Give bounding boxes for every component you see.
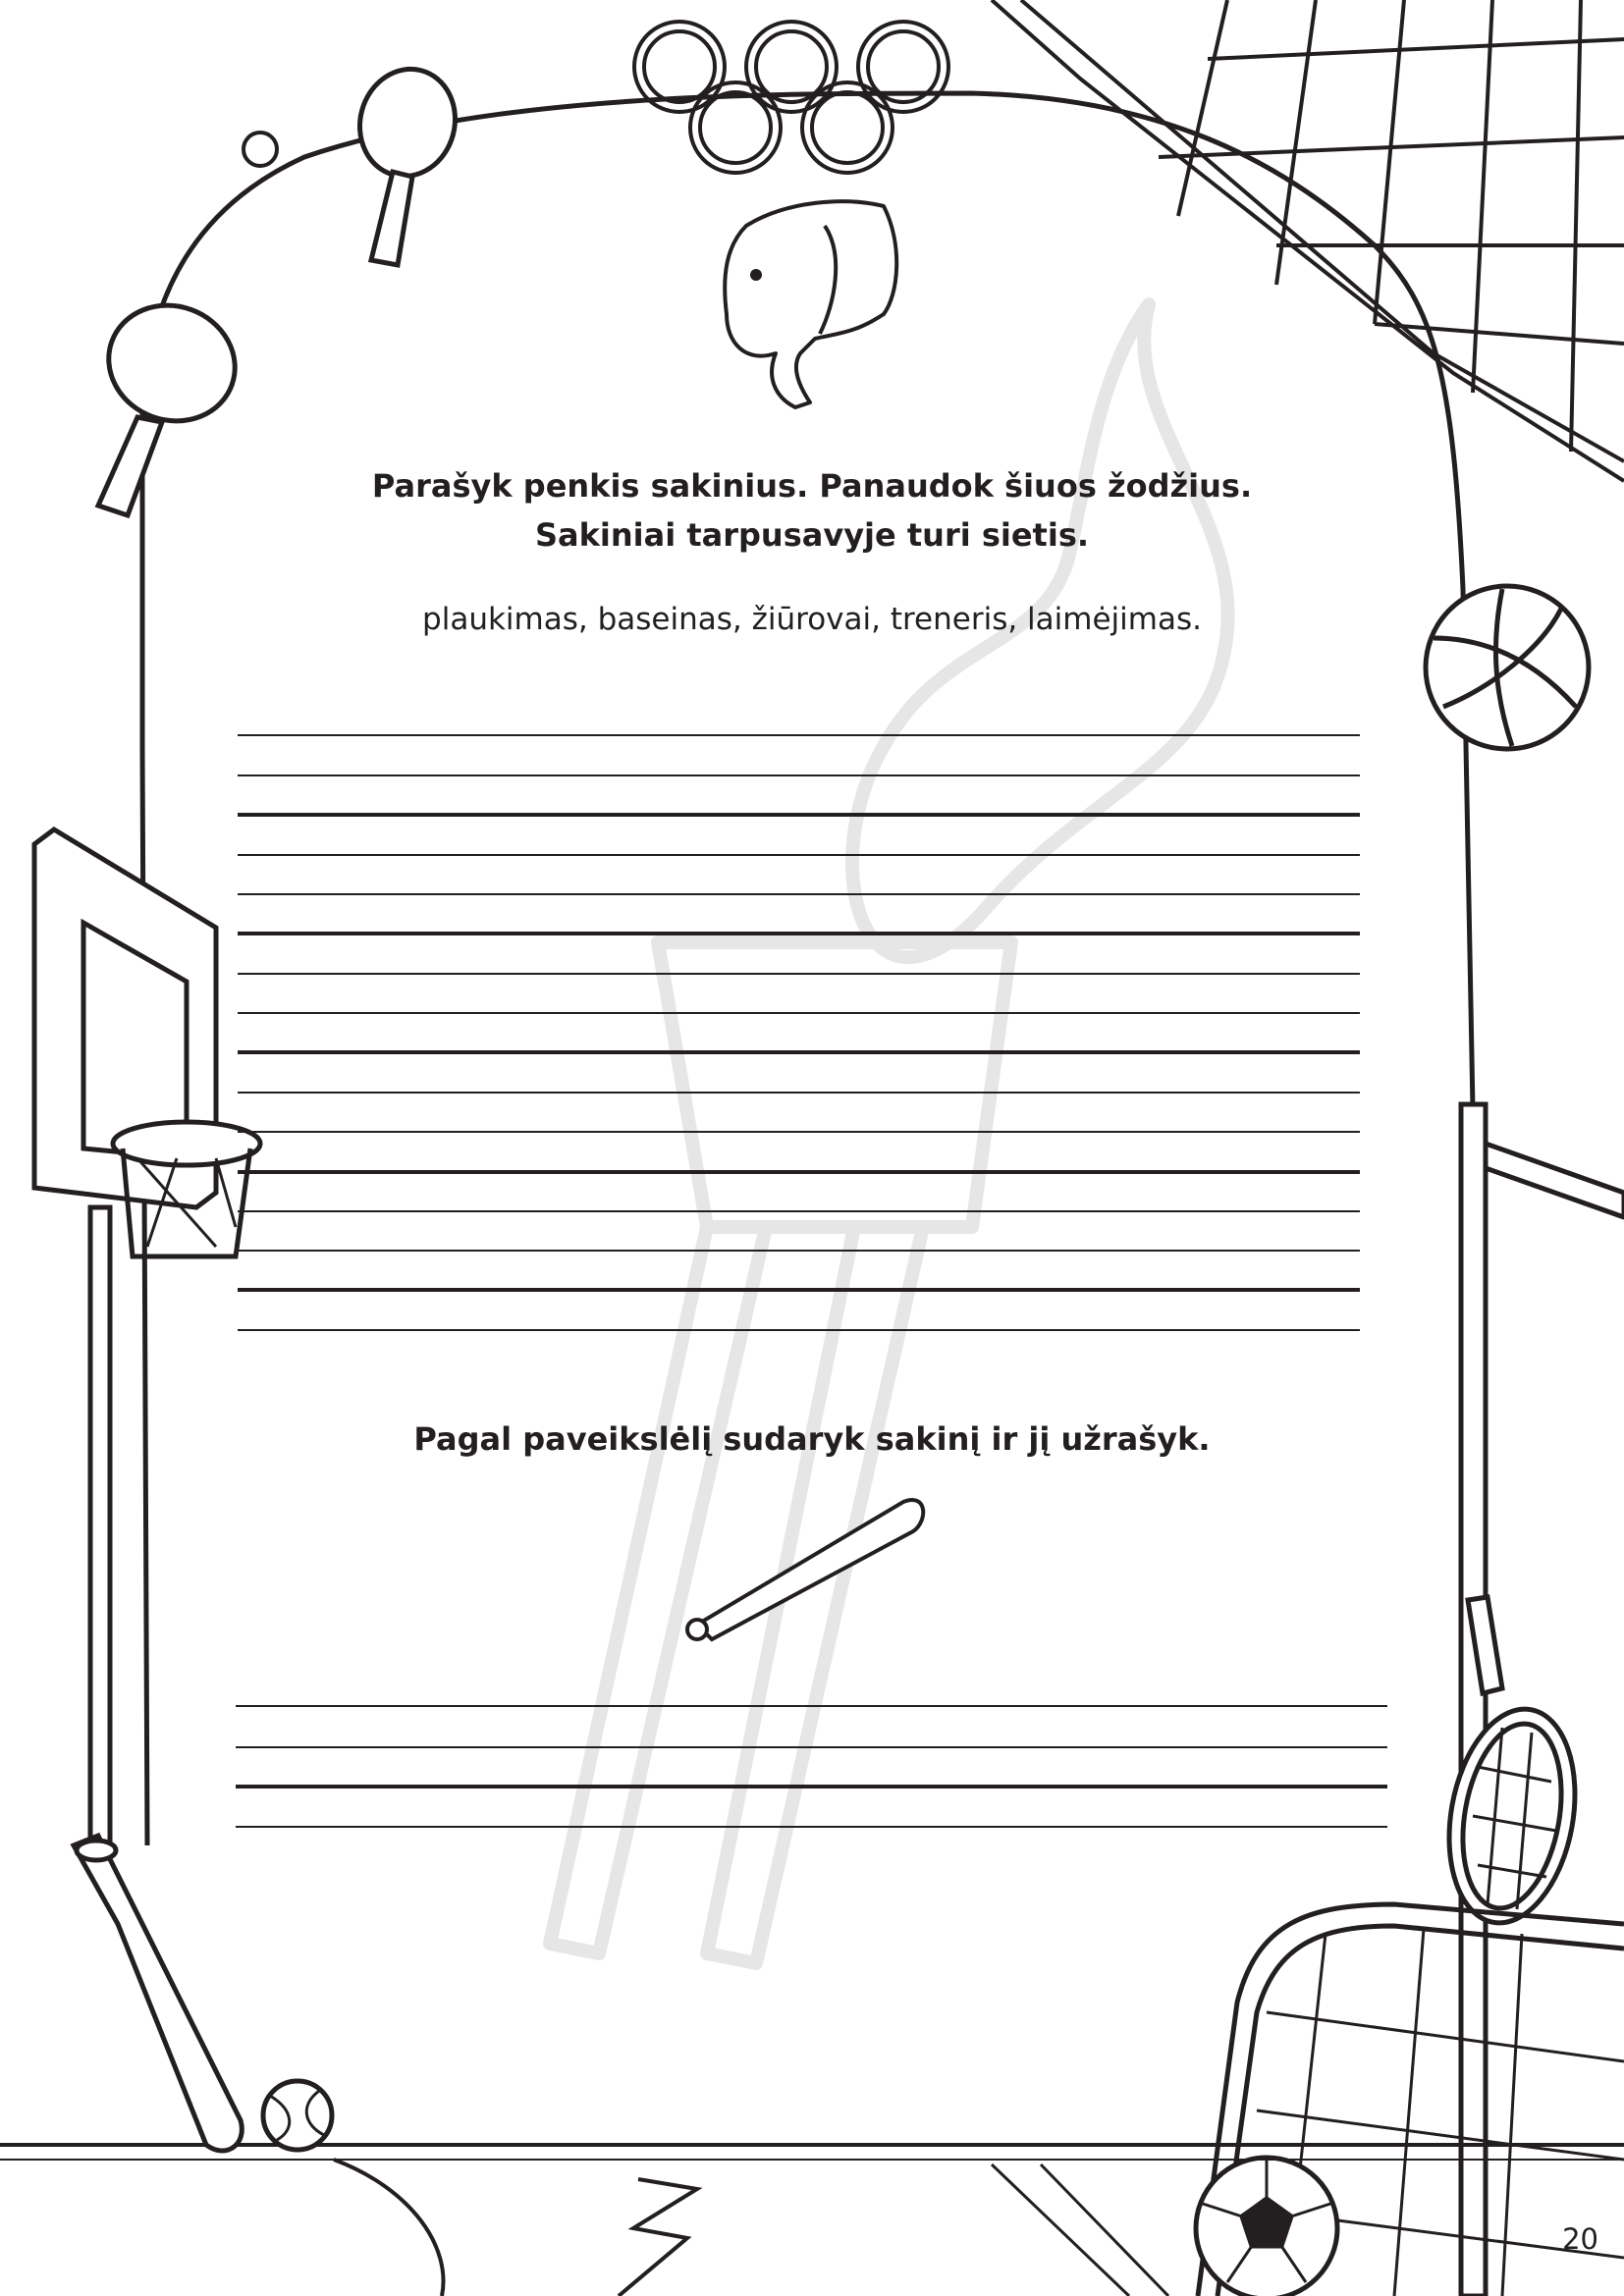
baseball-bat-icon (74, 1836, 242, 2151)
task2-instructions: Pagal paveikslėlį sudaryk sakinį ir jį užrašyk. (413, 1420, 1211, 1458)
writing-line (236, 1826, 1387, 1828)
writing-line (238, 734, 1360, 736)
soccer-ball-icon (1196, 2158, 1337, 2296)
writing-line (238, 1092, 1360, 1094)
writing-baseline (238, 1050, 1360, 1054)
writing-baseline (238, 1170, 1360, 1174)
writing-line (238, 893, 1360, 895)
ping-pong-paddle-icon (92, 58, 467, 515)
writing-baseline (238, 932, 1360, 935)
goalpost-icon (1461, 1104, 1624, 2296)
floor-markings (0, 2145, 1624, 2296)
writing-line (238, 1250, 1360, 1252)
page-number: 20 (1562, 2222, 1598, 2256)
writing-baseline (238, 1288, 1360, 1292)
elephant-icon (725, 201, 896, 407)
writing-line (238, 1131, 1360, 1133)
writing-line (236, 1746, 1387, 1748)
tennis-racket-icon (1434, 1597, 1591, 1933)
task1-instructions (0, 461, 1624, 560)
writing-line (236, 1705, 1387, 1707)
writing-line (238, 1012, 1360, 1014)
task1-line1: Parašyk penkis sakinius. Panaudok šiuos žodžius. (371, 467, 1253, 505)
writing-line (238, 1329, 1360, 1331)
writing-line (238, 1210, 1360, 1212)
small-ball-icon (244, 133, 277, 166)
writing-line (238, 774, 1360, 776)
writing-line (238, 973, 1360, 975)
baseball-bat-icon (687, 1500, 923, 1639)
writing-line (238, 854, 1360, 856)
task1-line2: Sakiniai tarpusavyje turi sietis. (534, 516, 1090, 554)
writing-baseline (238, 813, 1360, 817)
word-list: plaukimas, baseinas, žiūrovai, treneris, laimėjimas. (422, 602, 1202, 637)
tennis-ball-icon (263, 2081, 332, 2150)
soccer-goal-icon (992, 0, 1624, 481)
writing-baseline (236, 1785, 1387, 1789)
